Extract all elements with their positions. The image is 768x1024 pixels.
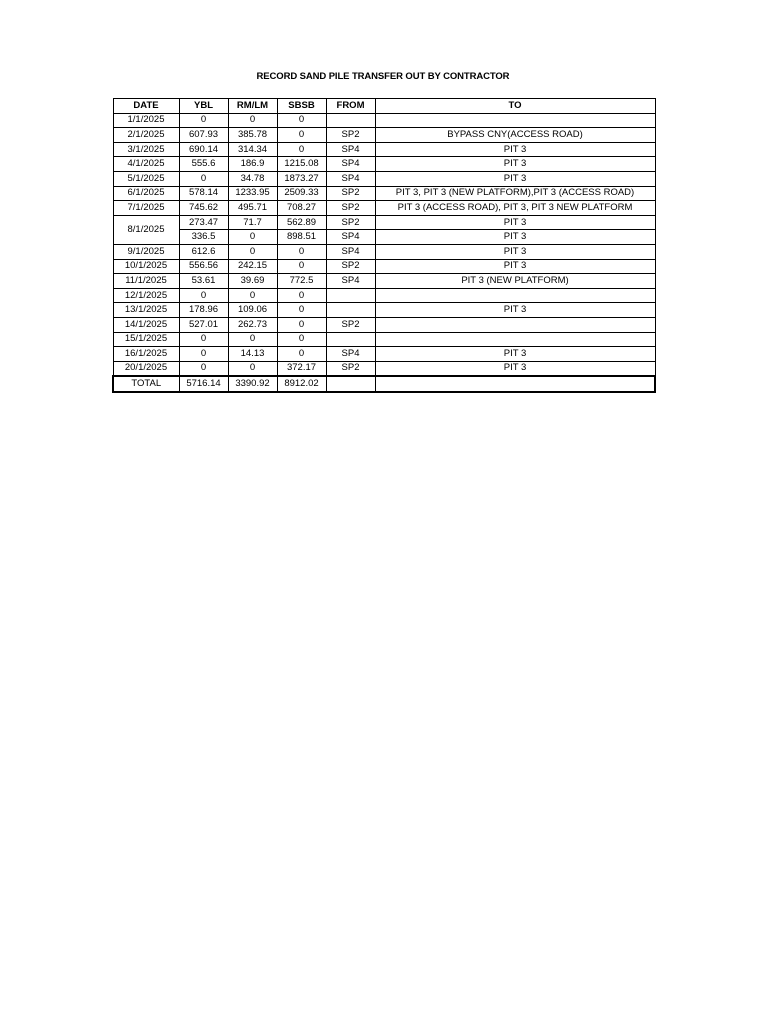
cell-sbsb: 772.5 [277,274,326,289]
cell-date: 10/1/2025 [113,259,179,274]
table-row [113,157,655,172]
cell-ybl: 53.61 [179,274,228,289]
cell-to: BYPASS CNY(ACCESS ROAD) [375,128,655,143]
cell-from: SP2 [326,361,375,376]
cell-from [326,113,375,128]
header-from: FROM [326,99,375,114]
cell-rm-lm: 39.69 [228,274,277,289]
sand-pile-transfer-table [112,98,656,393]
cell-ybl: 745.62 [179,201,228,216]
cell-rm-lm: 0 [228,113,277,128]
table-row [113,274,655,289]
cell-from [326,288,375,303]
cell-rm-lm: 0 [228,288,277,303]
cell-date: 7/1/2025 [113,201,179,216]
cell-to: PIT 3 [375,361,655,376]
cell-sbsb: 2509.33 [277,186,326,201]
table-row [113,230,655,245]
cell-sbsb: 898.51 [277,230,326,245]
table-row [113,347,655,362]
cell-rm-lm: 0 [228,230,277,245]
cell-sbsb: 0 [277,317,326,332]
cell-from: SP4 [326,347,375,362]
cell-to: PIT 3 [375,142,655,157]
cell-date: 16/1/2025 [113,347,179,362]
cell-ybl: 0 [179,332,228,347]
total-ybl: 5716.14 [179,376,228,392]
cell-rm-lm: 14.13 [228,347,277,362]
table-row [113,288,655,303]
cell-rm-lm: 1233.95 [228,186,277,201]
cell-to: PIT 3 [375,259,655,274]
cell-to [375,317,655,332]
cell-ybl: 0 [179,171,228,186]
cell-date: 15/1/2025 [113,332,179,347]
header-to: TO [375,99,655,114]
cell-from: SP2 [326,128,375,143]
cell-from [326,303,375,318]
cell-to: PIT 3 [375,215,655,230]
cell-rm-lm: 109.06 [228,303,277,318]
table-row [113,201,655,216]
table-row [113,186,655,201]
cell-date: 11/1/2025 [113,274,179,289]
cell-sbsb: 0 [277,113,326,128]
cell-ybl: 0 [179,288,228,303]
cell-to: PIT 3 (ACCESS ROAD), PIT 3, PIT 3 NEW PLATFORM [375,201,655,216]
header-ybl: YBL [179,99,228,114]
cell-sbsb: 1215.08 [277,157,326,172]
cell-date: 6/1/2025 [113,186,179,201]
cell-rm-lm: 0 [228,244,277,259]
cell-date: 20/1/2025 [113,361,179,376]
cell-to: PIT 3 [375,303,655,318]
total-sbsb: 8912.02 [277,376,326,392]
cell-to [375,332,655,347]
document-title: RECORD SAND PILE TRANSFER OUT BY CONTRACTOR [256,71,510,82]
cell-date: 2/1/2025 [113,128,179,143]
cell-sbsb: 0 [277,128,326,143]
cell-from: SP2 [326,186,375,201]
cell-ybl: 607.93 [179,128,228,143]
cell-rm-lm: 0 [228,361,277,376]
table-header-row [113,99,655,114]
cell-sbsb: 0 [277,244,326,259]
cell-rm-lm: 314.34 [228,142,277,157]
cell-from: SP4 [326,157,375,172]
header-sbsb: SBSB [277,99,326,114]
cell-from: SP2 [326,259,375,274]
total-rm-lm: 3390.92 [228,376,277,392]
cell-from: SP4 [326,230,375,245]
cell-rm-lm: 385.78 [228,128,277,143]
cell-ybl: 527.01 [179,317,228,332]
cell-ybl: 336.5 [179,230,228,245]
cell-rm-lm: 495.71 [228,201,277,216]
table-row [113,317,655,332]
cell-to [375,113,655,128]
cell-ybl: 578.14 [179,186,228,201]
cell-ybl: 0 [179,347,228,362]
cell-to: PIT 3 [375,230,655,245]
cell-date: 4/1/2025 [113,157,179,172]
cell-ybl: 690.14 [179,142,228,157]
cell-from: SP4 [326,171,375,186]
cell-ybl: 555.6 [179,157,228,172]
total-to [375,376,655,392]
cell-from: SP4 [326,274,375,289]
cell-sbsb: 0 [277,142,326,157]
cell-date: 1/1/2025 [113,113,179,128]
table-row [113,142,655,157]
cell-from: SP2 [326,215,375,230]
total-row [113,376,655,392]
cell-ybl: 0 [179,361,228,376]
cell-rm-lm: 186.9 [228,157,277,172]
cell-date: 3/1/2025 [113,142,179,157]
header-rm-lm: RM/LM [228,99,277,114]
cell-date: 5/1/2025 [113,171,179,186]
cell-to: PIT 3 [375,171,655,186]
cell-sbsb: 372.17 [277,361,326,376]
cell-ybl: 0 [179,113,228,128]
cell-date: 13/1/2025 [113,303,179,318]
cell-rm-lm: 262.73 [228,317,277,332]
cell-date: 12/1/2025 [113,288,179,303]
cell-from: SP2 [326,317,375,332]
cell-sbsb: 1873.27 [277,171,326,186]
cell-sbsb: 0 [277,347,326,362]
table-row [113,361,655,376]
table-row [113,303,655,318]
cell-sbsb: 562.89 [277,215,326,230]
cell-to: PIT 3 [375,244,655,259]
cell-to: PIT 3 [375,347,655,362]
cell-ybl: 612.6 [179,244,228,259]
table-row [113,128,655,143]
cell-to: PIT 3, PIT 3 (NEW PLATFORM),PIT 3 (ACCESS ROAD) [375,186,655,201]
table-row [113,215,655,230]
cell-date: 9/1/2025 [113,244,179,259]
table-row [113,171,655,186]
header-date: DATE [113,99,179,114]
table-row [113,332,655,347]
cell-date: 14/1/2025 [113,317,179,332]
cell-to: PIT 3 (NEW PLATFORM) [375,274,655,289]
cell-rm-lm: 0 [228,332,277,347]
cell-sbsb: 0 [277,303,326,318]
cell-rm-lm: 71.7 [228,215,277,230]
table-row [113,259,655,274]
table-row [113,113,655,128]
cell-from: SP4 [326,142,375,157]
cell-from: SP2 [326,201,375,216]
cell-ybl: 178.96 [179,303,228,318]
cell-to: PIT 3 [375,157,655,172]
total-from [326,376,375,392]
cell-sbsb: 708.27 [277,201,326,216]
cell-sbsb: 0 [277,288,326,303]
total-label: TOTAL [113,376,179,392]
cell-from: SP4 [326,244,375,259]
cell-rm-lm: 242.15 [228,259,277,274]
cell-to [375,288,655,303]
cell-sbsb: 0 [277,332,326,347]
cell-sbsb: 0 [277,259,326,274]
cell-ybl: 556.56 [179,259,228,274]
cell-ybl: 273.47 [179,215,228,230]
cell-date: 8/1/2025 [113,215,179,244]
cell-from [326,332,375,347]
table-row [113,244,655,259]
cell-rm-lm: 34.78 [228,171,277,186]
